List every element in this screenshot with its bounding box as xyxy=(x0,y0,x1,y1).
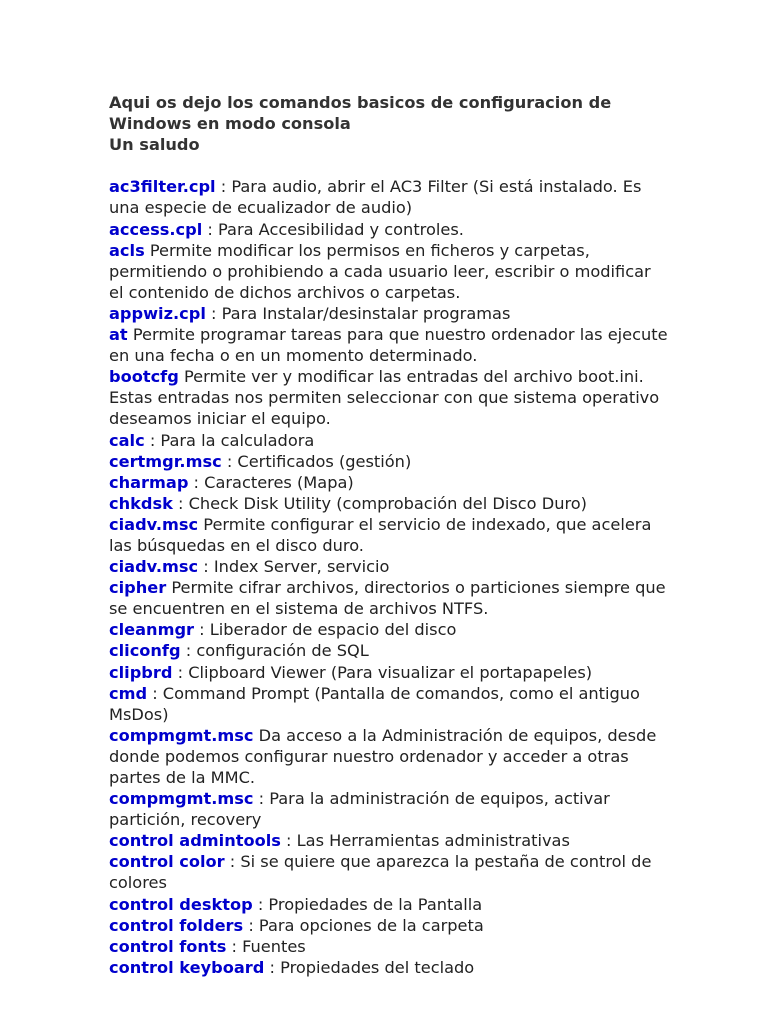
command-name: control color xyxy=(109,852,225,872)
command-description: : Propiedades del teclado xyxy=(264,957,475,977)
command-entry xyxy=(109,240,669,303)
command-name: cliconfg xyxy=(109,641,181,661)
command-description: : Para Accesibilidad y controles. xyxy=(202,219,464,239)
command-entry xyxy=(109,725,669,788)
command-description: : configuración de SQL xyxy=(180,641,369,661)
command-entry xyxy=(109,683,669,725)
document-page xyxy=(109,92,669,978)
command-description: Da acceso a la Administración de equipos, desde donde podemos configurar nuestro ordenador y acceder a otras partes de la MMC. xyxy=(109,725,657,787)
command-description: Permite programar tareas para que nuestro ordenador las ejecute en una fecha o en un momento determinado. xyxy=(109,325,668,366)
command-name: cipher xyxy=(109,578,167,598)
command-entry xyxy=(109,936,669,957)
command-entry xyxy=(109,493,669,514)
command-description: : Liberador de espacio del disco xyxy=(194,620,457,640)
command-list xyxy=(109,176,669,978)
intro-line: Windows en modo consola xyxy=(109,114,351,134)
command-name: appwiz.cpl xyxy=(109,303,206,323)
command-entry xyxy=(109,324,669,366)
command-description: : Si se quiere que aparezca la pestaña de control de colores xyxy=(109,852,652,893)
command-description: Permite configurar el servicio de indexado, que acelera las búsquedas en el disco duro. xyxy=(109,514,652,555)
command-entry xyxy=(109,366,669,429)
command-description: : Fuentes xyxy=(226,936,306,956)
command-description: : Command Prompt (Pantalla de comandos, como el antiguo MsDos) xyxy=(109,683,640,724)
command-description: : Propiedades de la Pantalla xyxy=(252,894,483,914)
command-name: certmgr.msc xyxy=(109,451,222,471)
command-entry xyxy=(109,640,669,661)
command-entry xyxy=(109,830,669,851)
command-name: control keyboard xyxy=(109,957,265,977)
command-description: : Para la calculadora xyxy=(144,430,315,450)
command-name: at xyxy=(109,325,128,345)
command-entry xyxy=(109,451,669,472)
command-description: : Para la administración de equipos, activar partición, recovery xyxy=(109,789,610,830)
command-name: bootcfg xyxy=(109,367,179,387)
command-description: Permite cifrar archivos, directorios o particiones siempre que se encuentren en el sistema de archivos NTFS. xyxy=(109,578,666,619)
command-description: : Caracteres (Mapa) xyxy=(188,472,354,492)
command-description: Permite ver y modificar las entradas del archivo boot.ini. Estas entradas nos permiten seleccionar con que sistema operativo deseamos iniciar el equipo. xyxy=(109,367,660,429)
command-description: : Para opciones de la carpeta xyxy=(243,915,484,935)
command-name: control admintools xyxy=(109,831,281,851)
command-description: : Check Disk Utility (comprobación del Disco Duro) xyxy=(172,493,587,513)
command-description: : Para audio, abrir el AC3 Filter (Si está instalado. Es una especie de ecualizador de audio) xyxy=(109,177,642,218)
command-entry xyxy=(109,915,669,936)
command-name: ciadv.msc xyxy=(109,514,199,534)
command-entry xyxy=(109,556,669,577)
command-name: ciadv.msc xyxy=(109,557,199,577)
command-description: Permite modificar los permisos en ficheros y carpetas, permitiendo o prohibiendo a cada usuario leer, escribir o modificar el contenido de dichos archivos o carpetas. xyxy=(109,240,651,302)
command-entry xyxy=(109,514,669,556)
command-name: compmgmt.msc xyxy=(109,789,254,809)
command-description: : Clipboard Viewer (Para visualizar el portapapeles) xyxy=(172,662,593,682)
command-entry xyxy=(109,219,669,240)
command-entry xyxy=(109,619,669,640)
command-description: : Las Herramientas administrativas xyxy=(280,831,570,851)
command-entry xyxy=(109,176,669,218)
command-description: : Index Server, servicio xyxy=(198,557,390,577)
command-entry xyxy=(109,577,669,619)
command-name: acls xyxy=(109,240,145,260)
command-description: : Certificados (gestión) xyxy=(221,451,412,471)
command-name: access.cpl xyxy=(109,219,203,239)
command-name: cleanmgr xyxy=(109,620,195,640)
command-name: cmd xyxy=(109,683,148,703)
command-name: clipbrd xyxy=(109,662,173,682)
command-entry xyxy=(109,430,669,451)
command-entry xyxy=(109,894,669,915)
command-entry xyxy=(109,851,669,893)
command-entry xyxy=(109,788,669,830)
command-entry xyxy=(109,662,669,683)
command-name: control folders xyxy=(109,915,244,935)
command-entry xyxy=(109,957,669,978)
intro-heading xyxy=(109,92,669,155)
command-entry xyxy=(109,472,669,493)
command-name: chkdsk xyxy=(109,493,173,513)
command-entry xyxy=(109,303,669,324)
intro-line: Aqui os dejo los comandos basicos de configuracion de xyxy=(109,93,612,112)
command-name: charmap xyxy=(109,472,189,492)
command-name: ac3filter.cpl xyxy=(109,177,216,197)
command-description: : Para Instalar/desinstalar programas xyxy=(205,303,511,323)
command-name: calc xyxy=(109,430,145,450)
command-name: compmgmt.msc xyxy=(109,725,254,745)
command-name: control fonts xyxy=(109,936,227,956)
intro-line: Un saludo xyxy=(109,135,200,155)
command-name: control desktop xyxy=(109,894,253,914)
